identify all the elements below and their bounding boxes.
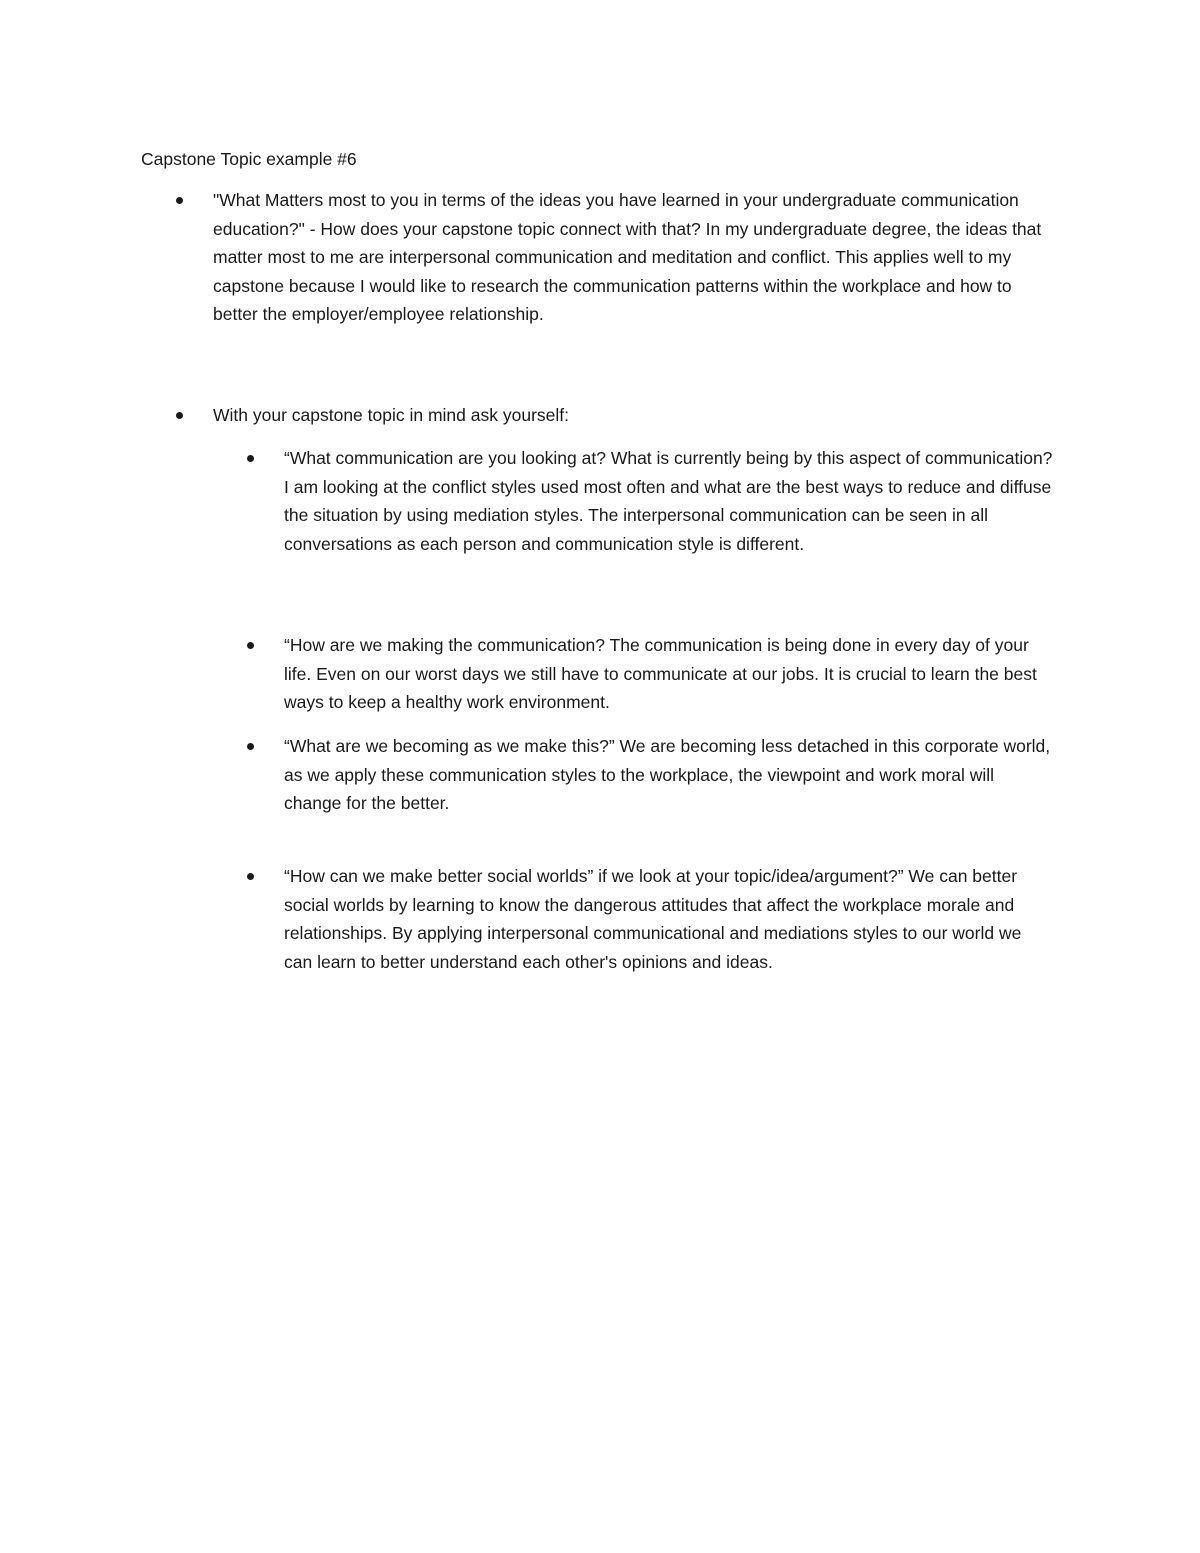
bullet-dot-icon bbox=[247, 873, 254, 880]
bullet-item-text: “How can we make better social worlds” if we look at your topic/idea/argument?” We can better social worlds by learning to know the dangerous attitudes that affect the workplace morale and relationships. By applying interpersonal communicational and mediations styles to our world we can learn to better understand each other's opinions and ideas. bbox=[284, 866, 1022, 972]
bullet-dot-icon bbox=[247, 455, 254, 462]
bullet-dot-icon bbox=[176, 197, 183, 204]
sub-bullet-item-what-communication bbox=[284, 444, 1054, 558]
bullet-item-what-matters bbox=[213, 186, 1053, 329]
sub-bullet-item-better-social-worlds bbox=[284, 862, 1054, 976]
bullet-item-text: “What are we becoming as we make this?” We are becoming less detached in this corporate world, as we apply these communication styles to the workplace, the viewpoint and work moral will change for the better. bbox=[284, 736, 1051, 814]
bullet-dot-icon bbox=[247, 642, 254, 649]
bullet-dot-icon bbox=[176, 412, 183, 419]
bullet-item-text: “What communication are you looking at? What is currently being by this aspect of communication? I am looking at the conflict styles used most often and what are the best ways to reduce and diffuse the situation by using mediation styles. The interpersonal communication can be seen in all conversations as each person and communication style is different. bbox=[284, 448, 1053, 554]
bullet-dot-icon bbox=[247, 743, 254, 750]
sub-bullet-item-how-making bbox=[284, 631, 1054, 717]
bullet-item-text: "What Matters most to you in terms of the ideas you have learned in your undergraduate communication education?" - How does your capstone topic connect with that? In my undergraduate degree, the ideas that matter most to me are interpersonal communication and meditation and conflict. This applies well to my capstone because I would like to research the communication patterns within the workplace and how to better the employer/employee relationship. bbox=[213, 190, 1042, 325]
document-title: Capstone Topic example #6 bbox=[141, 149, 357, 169]
bullet-item-text: With your capstone topic in mind ask yourself: bbox=[213, 405, 569, 425]
bullet-item-capstone-prompt bbox=[213, 401, 1053, 430]
bullet-item-text: “How are we making the communication? The communication is being done in every day of your life. Even on our worst days we still have to communicate at our jobs. It is crucial to learn the best ways to keep a healthy work environment. bbox=[284, 635, 1037, 713]
sub-bullet-item-what-becoming bbox=[284, 732, 1054, 818]
